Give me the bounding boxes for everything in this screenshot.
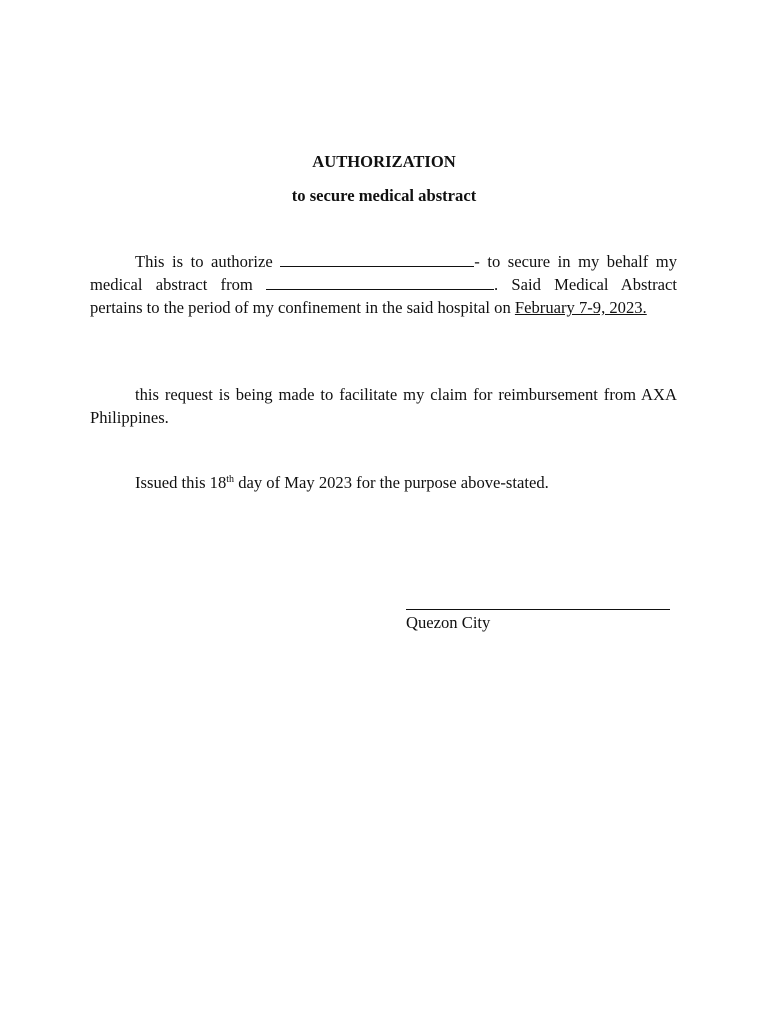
issuance-paragraph (90, 471, 677, 494)
issuance-text-2: day of May 2023 for the purpose above-stated. (234, 473, 549, 492)
paragraph1-text-3: . Said Medical Abstract pertains to the period of my confinement in the said hospital on (90, 275, 677, 317)
document-subtitle: to secure medical abstract (291, 186, 477, 205)
hospital-name-blank (266, 274, 494, 290)
document-title: AUTHORIZATION (312, 152, 456, 171)
authorization-paragraph (90, 250, 677, 319)
purpose-paragraph: this request is being made to facilitate my claim for reimbursement from AXA Philippines. (90, 385, 677, 427)
confinement-dates: February 7-9, 2023. (514, 298, 647, 317)
signature-line (406, 609, 670, 610)
paragraph1-text-2: - to secure in my behalf my medical abstract from (90, 252, 677, 294)
signature-place: Quezon City (406, 613, 491, 632)
authorized-person-blank (280, 251, 474, 267)
paragraph1-text-1: This is to authorize (135, 252, 281, 271)
day-ordinal-suffix: th (226, 474, 235, 485)
issuance-text-1: Issued this 18 (135, 473, 227, 492)
